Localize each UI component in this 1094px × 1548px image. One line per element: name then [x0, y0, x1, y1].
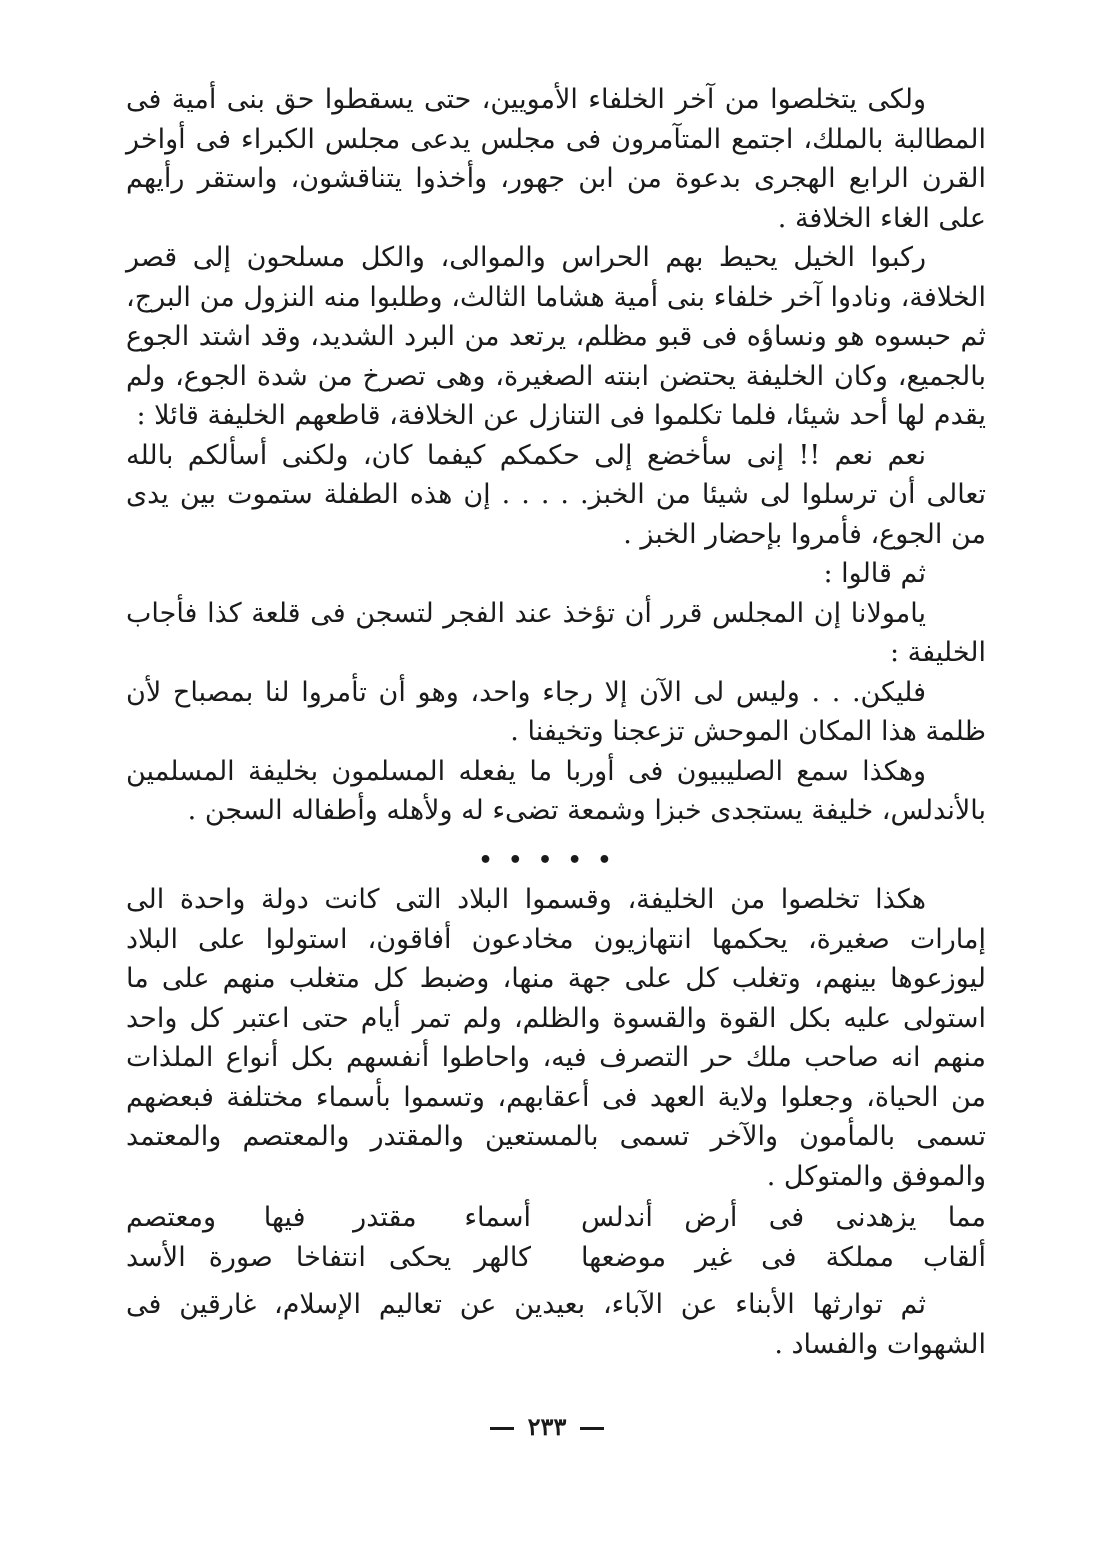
paragraph: يامولانا إن المجلس قرر أن تؤخذ عند الفجر لتسجن فى قلعة كذا فأجاب الخليفة : — [126, 597, 986, 668]
poem-verse — [126, 1238, 986, 1278]
poem-verse — [126, 1198, 986, 1238]
text-section-2 — [126, 880, 986, 1196]
page-number — [0, 1412, 1094, 1441]
page-number-dash — [580, 1427, 604, 1430]
page-number-value: ٢٣٣ — [527, 1412, 567, 1441]
paragraph: هكذا تخلصوا من الخليفة، وقسموا البلاد التى كانت دولة واحدة الى إمارات صغيرة، يحكمها انتهازيون مخادعون أفاقون، استولوا على البلاد ليوزعوها بينهم، وتغلب كل على جهة منها، وضبط كل متغلب منهم على ما استولى عليه بكل القوة والقسوة والظلم، ولم تمر أيام حتى اعتبر كل واحد منهم انه صاحب ملك حر التصرف فيه، واحاطوا أنفسهم بكل أنواع الملذات من الحياة، وجعلوا ولاية العهد فى أعقابهم، وتسموا بأسماء مختلفة فبعضهم تسمى بالمأمون والآخر تسمى بالمستعين والمقتدر والمعتصم والمعتمد والموفق والمتوكل . — [126, 884, 986, 1192]
paragraph: ثم قالوا : — [823, 558, 926, 589]
paragraph: فليكن. . . وليس لى الآن إلا رجاء واحد، وهو أن تأمروا لنا بمصباح لأن ظلمة هذا المكان الموحش تزعجنا وتخيفنا . — [126, 676, 986, 747]
poem-hemistich-first: مما يزهدنى فى أرض أندلس — [581, 1202, 986, 1233]
paragraph: وهكذا سمع الصليبيون فى أوربا ما يفعله المسلمون بخليفة المسلمين بالأندلس، خليفة يستجدى خبزا وشمعة تضىء له ولأهله وأطفاله السجن . — [126, 755, 986, 826]
paragraph: ولكى يتخلصوا من آخر الخلفاء الأمويين، حتى يسقطوا حق بنى أمية فى المطالبة بالملك، اجتمع المتآمرون فى مجلس يدعى مجلس الكبراء فى أواخر القرن الرابع الهجرى بدعوة من ابن جهور، وأخذوا يتناقشون، واستقر رأيهم على الغاء الخلافة . — [126, 84, 986, 234]
poem-hemistich-first: ألقاب مملكة فى غير موضعها — [581, 1241, 986, 1273]
paragraph: نعم نعم !! إنى سأخضع إلى حكمكم كيفما كان، ولكنى أسألكم بالله تعالى أن ترسلوا لى شيئا من الخبز. . . . . إن هذه الطفلة ستموت بين يدى من الجوع، فأمروا بإحضار الخبز . — [126, 439, 986, 550]
text-section-1 — [126, 80, 986, 831]
paragraph: ثم توارثها الأبناء عن الآباء، بعيدين عن تعاليم الإسلام، غارقين فى الشهوات والفساد . — [126, 1289, 986, 1360]
page-number-dash — [490, 1427, 514, 1430]
paragraph: ركبوا الخيل يحيط بهم الحراس والموالى، والكل مسلحون إلى قصر الخلافة، ونادوا آخر خلفاء بنى أمية هشاما الثالث، وطلبوا منه النزول من البرج، ثم حبسوه هو ونساؤه فى قبو مظلم، يرتعد من البرد الشديد، وقد اشتد الجوع بالجميع، وكان الخليفة يحتضن ابنته الصغيرة، وهى تصرخ من شدة الجوع، ولم يقدم لها أحد شيئا، فلما تكلموا فى التنازل عن الخلافة، قاطعهم الخليفة قائلا : — [126, 242, 986, 431]
text-section-3 — [126, 1285, 986, 1364]
poem-hemistich-second: كالهر يحكى انتفاخا صورة الأسد — [126, 1241, 531, 1273]
poem — [126, 1198, 986, 1277]
section-separator: • • • • • — [478, 848, 616, 873]
poem-hemistich-second: أسماء مقتدر فيها ومعتصم — [126, 1202, 531, 1233]
